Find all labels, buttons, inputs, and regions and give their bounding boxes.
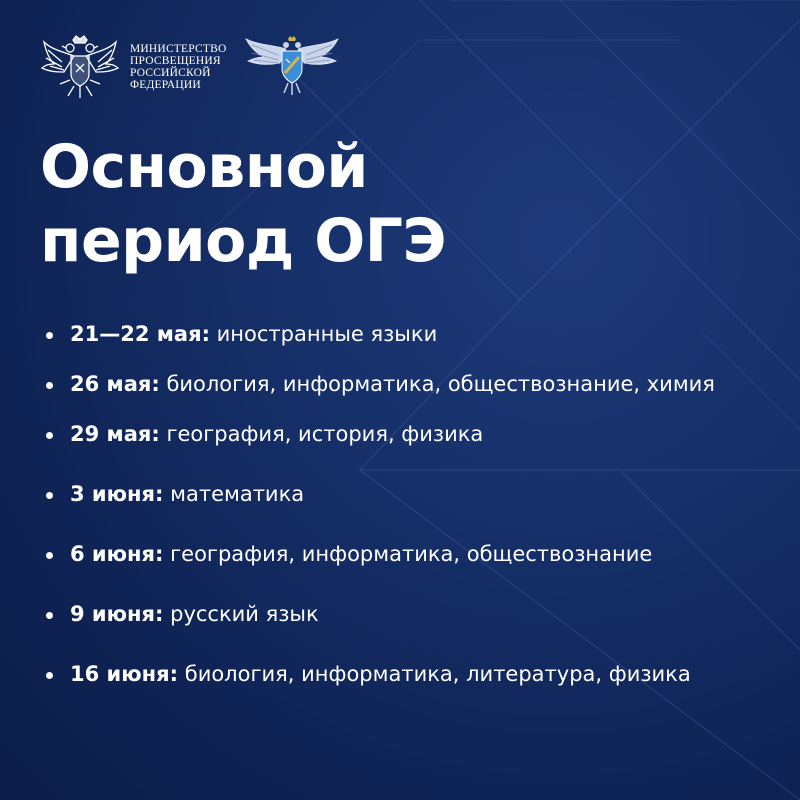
schedule-item (40, 539, 780, 570)
schedule-item (40, 369, 780, 400)
ministry-name-line: ФЕДЕРАЦИИ (130, 79, 201, 91)
rosobrnadzor-eagle-shield-icon (244, 35, 340, 99)
russian-coat-of-arms-icon (40, 34, 120, 100)
exam-schedule-list (40, 312, 780, 690)
schedule-item (40, 419, 780, 450)
schedule-subjects: иностранные языки (209, 322, 438, 346)
ministry-name (130, 43, 230, 91)
schedule-subjects: география, история, физика (159, 422, 484, 446)
schedule-item (40, 659, 780, 690)
page-title (40, 130, 740, 278)
header (40, 34, 340, 100)
ministry-name-line: МИНИСТЕРСТВО (130, 43, 227, 55)
schedule-date: 16 июня: (70, 662, 179, 686)
schedule-subjects: математика (163, 482, 305, 506)
ministry-name-line: РОССИЙСКОЙ (130, 67, 211, 79)
schedule-subjects: биология, информатика, литература, физика (178, 662, 691, 686)
schedule-date: 3 июня: (70, 482, 164, 506)
schedule-date: 29 мая: (70, 422, 160, 446)
title-line-1: Основной (40, 132, 368, 202)
schedule-subjects: русский язык (163, 602, 319, 626)
schedule-item (40, 599, 780, 630)
schedule-item (40, 479, 780, 510)
ministry-name-line: ПРОСВЕЩЕНИЯ (130, 55, 221, 67)
schedule-date: 9 июня: (70, 602, 164, 626)
title-line-2: период ОГЭ (40, 206, 446, 276)
schedule-date: 21—22 мая: (70, 322, 210, 346)
schedule-date: 6 июня: (70, 542, 164, 566)
schedule-item (40, 319, 780, 350)
schedule-subjects: биология, информатика, обществознание, химия (159, 372, 715, 396)
schedule-date: 26 мая: (70, 372, 160, 396)
schedule-subjects: география, информатика, обществознание (163, 542, 653, 566)
